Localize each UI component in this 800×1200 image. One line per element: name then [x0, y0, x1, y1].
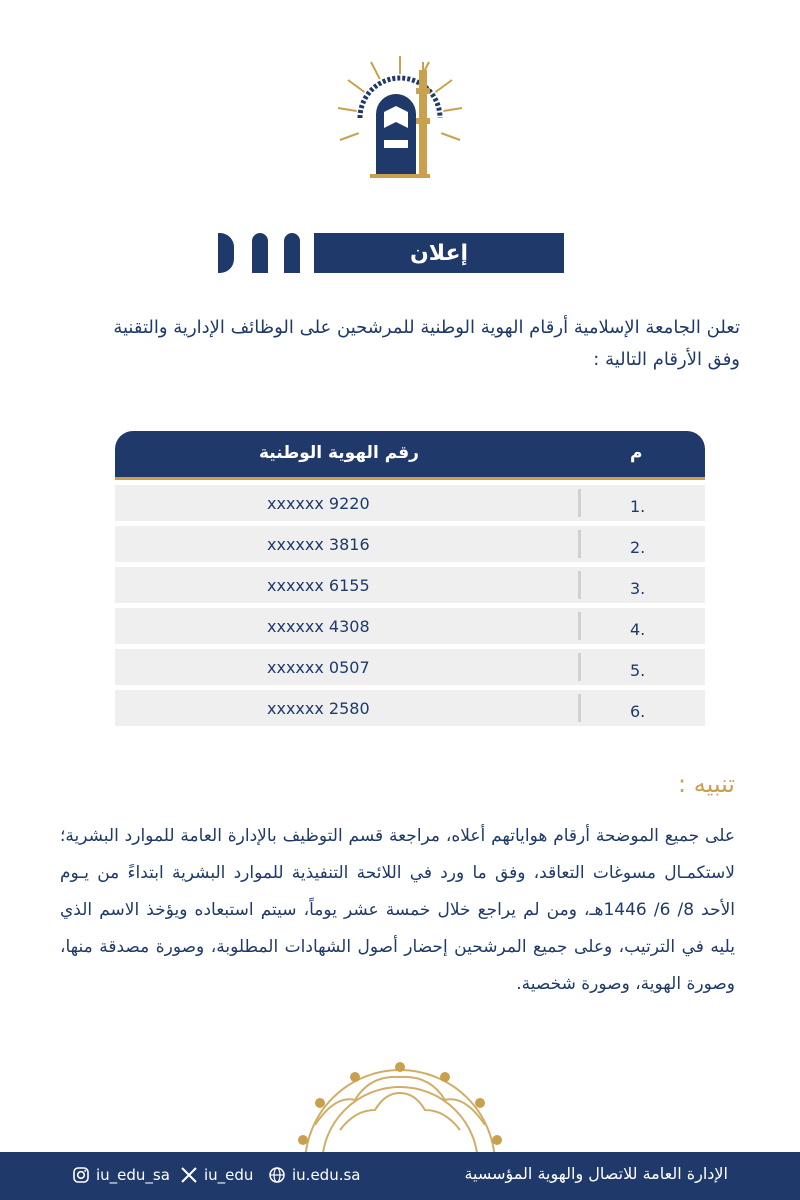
table-header — [115, 431, 705, 477]
row-national-id: xxxxxx 0507 — [267, 658, 370, 677]
row-national-id: xxxxxx 6155 — [267, 576, 370, 595]
header-national-id: رقم الهوية الوطنية — [259, 443, 419, 463]
row-number: 6. — [630, 702, 646, 721]
row-national-id: xxxxxx 9220 — [267, 494, 370, 513]
x-logo-icon — [180, 1166, 198, 1184]
cell-divider — [578, 530, 581, 558]
id-table — [115, 431, 705, 731]
instagram-handle: iu_edu_sa — [96, 1166, 170, 1184]
row-number: 4. — [630, 620, 646, 639]
notice-body: على جميع الموضحة أرقام هواياتهم أعلاه، مراجعة قسم التوظيف بالإدارة العامة للموارد البشرية؛ لاستكمـال مسوغات التعاقد، وفق ما ورد في اللائحة التنفيذية للموارد البشرية ابتداءً من يـوم الأحد 8/ 6/ 1446هـ، ومن لم يراجع خلال خمسة عشر يوماً، سيتم استبعاده ويؤخذ الاسم الذي يليه في الترتيب، وعلى جميع المرشحين إحضار أصول الشهادات المطلوبة، وصورة مصدقة منها، وصورة الهوية، وصورة شخصية. — [60, 826, 735, 994]
row-national-id: xxxxxx 3816 — [267, 535, 370, 554]
announcement-banner — [218, 233, 564, 273]
row-number: 5. — [630, 661, 646, 680]
row-number: 1. — [630, 497, 646, 516]
intro-text — [50, 312, 740, 376]
decorative-stripe — [252, 233, 268, 273]
website-link[interactable] — [268, 1166, 360, 1184]
x-handle: iu_edu — [204, 1166, 254, 1184]
table-row — [115, 485, 705, 521]
cell-divider — [578, 612, 581, 640]
announcement-title: إعلان — [314, 233, 564, 273]
cell-divider — [578, 694, 581, 722]
decorative-stripe — [284, 233, 300, 273]
table-row — [115, 690, 705, 726]
intro-line-1: تعلن الجامعة الإسلامية أرقام الهوية الوطنية للمرشحين على الوظائف الإدارية والتقنية — [113, 317, 740, 338]
university-emblem-icon — [330, 48, 470, 188]
ornament-icon — [285, 1055, 515, 1155]
cell-divider — [578, 571, 581, 599]
table-row — [115, 649, 705, 685]
instagram-link[interactable] — [72, 1166, 170, 1184]
cell-divider — [578, 489, 581, 517]
table-row — [115, 608, 705, 644]
table-row — [115, 567, 705, 603]
row-number: 2. — [630, 538, 646, 557]
notice-title: تنبيه : — [678, 770, 735, 798]
header-number: م — [630, 443, 643, 463]
footer-bar — [0, 1152, 800, 1200]
cell-divider — [578, 653, 581, 681]
row-number: 3. — [630, 579, 646, 598]
table-row — [115, 526, 705, 562]
row-national-id: xxxxxx 2580 — [267, 699, 370, 718]
decorative-stripe — [218, 233, 234, 273]
globe-icon — [268, 1166, 286, 1184]
instagram-icon — [72, 1166, 90, 1184]
intro-line-2: وفق الأرقام التالية : — [593, 349, 740, 370]
x-link[interactable] — [180, 1166, 253, 1184]
website-url: iu.edu.sa — [292, 1166, 361, 1184]
footer-department: الإدارة العامة للاتصال والهوية المؤسسية — [464, 1164, 728, 1183]
row-national-id: xxxxxx 4308 — [267, 617, 370, 636]
